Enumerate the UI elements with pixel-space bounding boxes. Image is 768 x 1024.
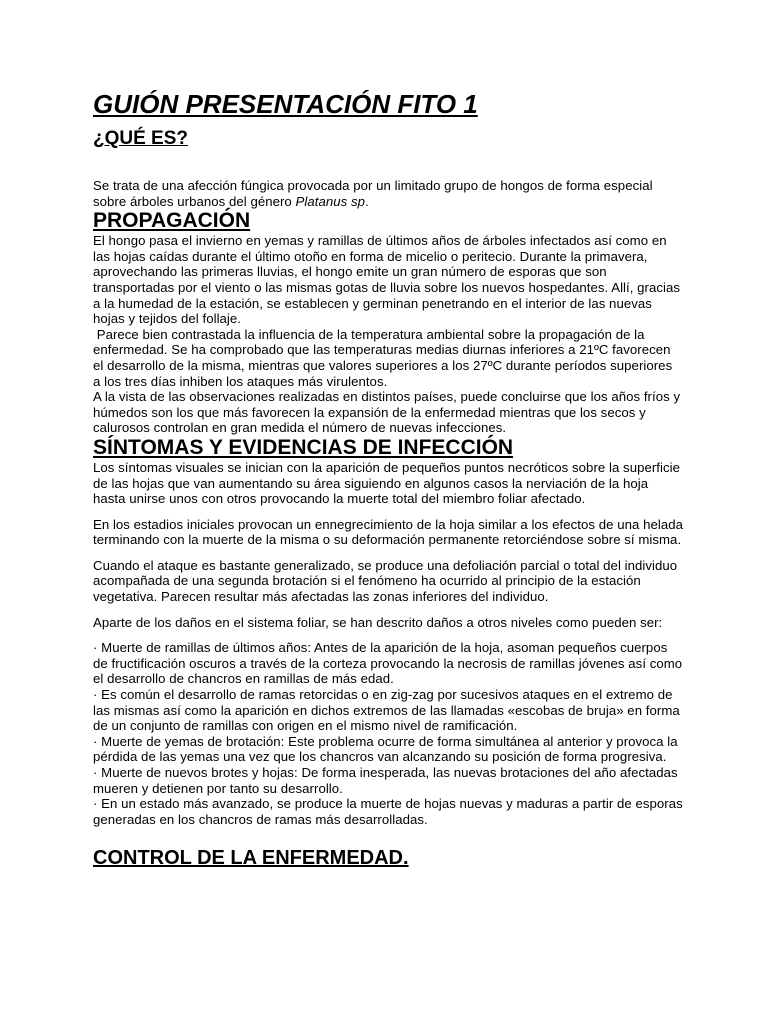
genus-name: Platanus sp [295,193,365,209]
sintomas-paragraph: Los síntomas visuales se inician con la aparición de pequeños puntos necróticos sobre la superficie de las hojas que van aumentando su área siguiendo en algunos casos la nerviación de la hoja hasta unirse unos con otros provocando la muerte total del miembro foliar afectado. [93,459,681,507]
section-heading-control: CONTROL DE LA ENFERMEDAD. [93,847,409,870]
sintomas-paragraph: En los estadios iniciales provocan un ennegrecimiento de la hoja similar a los efectos de una helada terminando con la muerte de la misma o su deformación permanente retorciéndose sobre sí misma. [93,516,684,548]
document-page [93,86,683,871]
propagacion-paragraph: El hongo pasa el invierno en yemas y ramillas de últimos años de árboles infectados así como en las hojas caídas durante el último otoño en forma de micelio o peritecio. Durante la primavera, aprovechando las primeras lluvias, el hongo emite un gran número de esporas que son transportadas por el viento o las mismas gotas de lluvia sobre los nuevos hospedantes. Allí, gracias a la humedad de la estación, se establecen y germinan penetrando en el interior de las nuevas hojas y tejidos del follaje. [93,233,681,327]
list-item: · Muerte de ramillas de últimos años: Antes de la aparición de la hoja, asoman pequeños cuerpos de fructificación oscuros a través de la corteza provocando la necrosis de ramillas jóvenes así como el desarrollo de chancros en ramillas de más edad. [93,640,683,687]
section-heading-que-es: ¿QUÉ ES? [93,128,189,149]
que-es-text-end: . [365,193,369,209]
que-es-paragraph [93,178,683,209]
list-item: · Muerte de nuevos brotes y hojas: De forma inesperada, las nuevas brotaciones del año afectadas mueren y detienen por tanto su desarrollo. [93,765,678,796]
list-item: · En un estado más avanzado, se produce la muerte de hojas nuevas y maduras a partir de esporas generadas en los chancros de ramas más desarrolladas. [93,796,683,827]
section-heading-sintomas: SÍNTOMAS Y EVIDENCIAS DE INFECCIÓN [93,435,514,459]
section-heading-propagacion: PROPAGACIÓN [93,209,251,233]
que-es-text: Se trata de una afección fúngica provocada por un limitado grupo de hongos de forma especial sobre árboles urbanos del género [93,178,653,209]
list-item: · Muerte de yemas de brotación: Este problema ocurre de forma simultánea al anterior y provoca la pérdida de las yemas una vez que los chancros van alcanzando su posición de forma progresiva. [93,733,678,765]
sintomas-paragraph: Aparte de los daños en el sistema foliar, se han descrito daños a otros niveles como pueden ser: [93,614,663,630]
document-title: GUIÓN PRESENTACIÓN FITO 1 [93,89,478,119]
damage-list [93,640,683,827]
propagacion-paragraph: Parece bien contrastada la influencia de la temperatura ambiental sobre la propagación de la enfermedad. Se ha comprobado que las temperaturas medias diurnas inferiores a 21ºC favorecen el desarrollo de la misma, mientras que valores superiores a los 27ºC durante períodos superiores a los tres días inhiben los ataques más virulentos. [93,326,676,389]
list-item: · Es común el desarrollo de ramas retorcidas o en zig-zag por sucesivos ataques en el extremo de las mismas así como la aparición en dichos extremos de las llamadas «escobas de bruja» en forma de un conjunto de ramillas con origen en el mismo nivel de ramificación. [93,687,680,734]
propagacion-paragraph: A la vista de las observaciones realizadas en distintos países, puede concluirse que los años fríos y húmedos son los que más favorecen la expansión de la enfermedad mientras que los secos y calurosos controlan en gran medida el número de nuevas infecciones. [93,389,681,436]
sintomas-paragraph: Cuando el ataque es bastante generalizado, se produce una defoliación parcial o total del individuo acompañada de una segunda brotación si el fenómeno ha ocurrido al principio de la estación vegetativa. Parecen resultar más afectadas las zonas inferiores del individuo. [93,557,678,605]
